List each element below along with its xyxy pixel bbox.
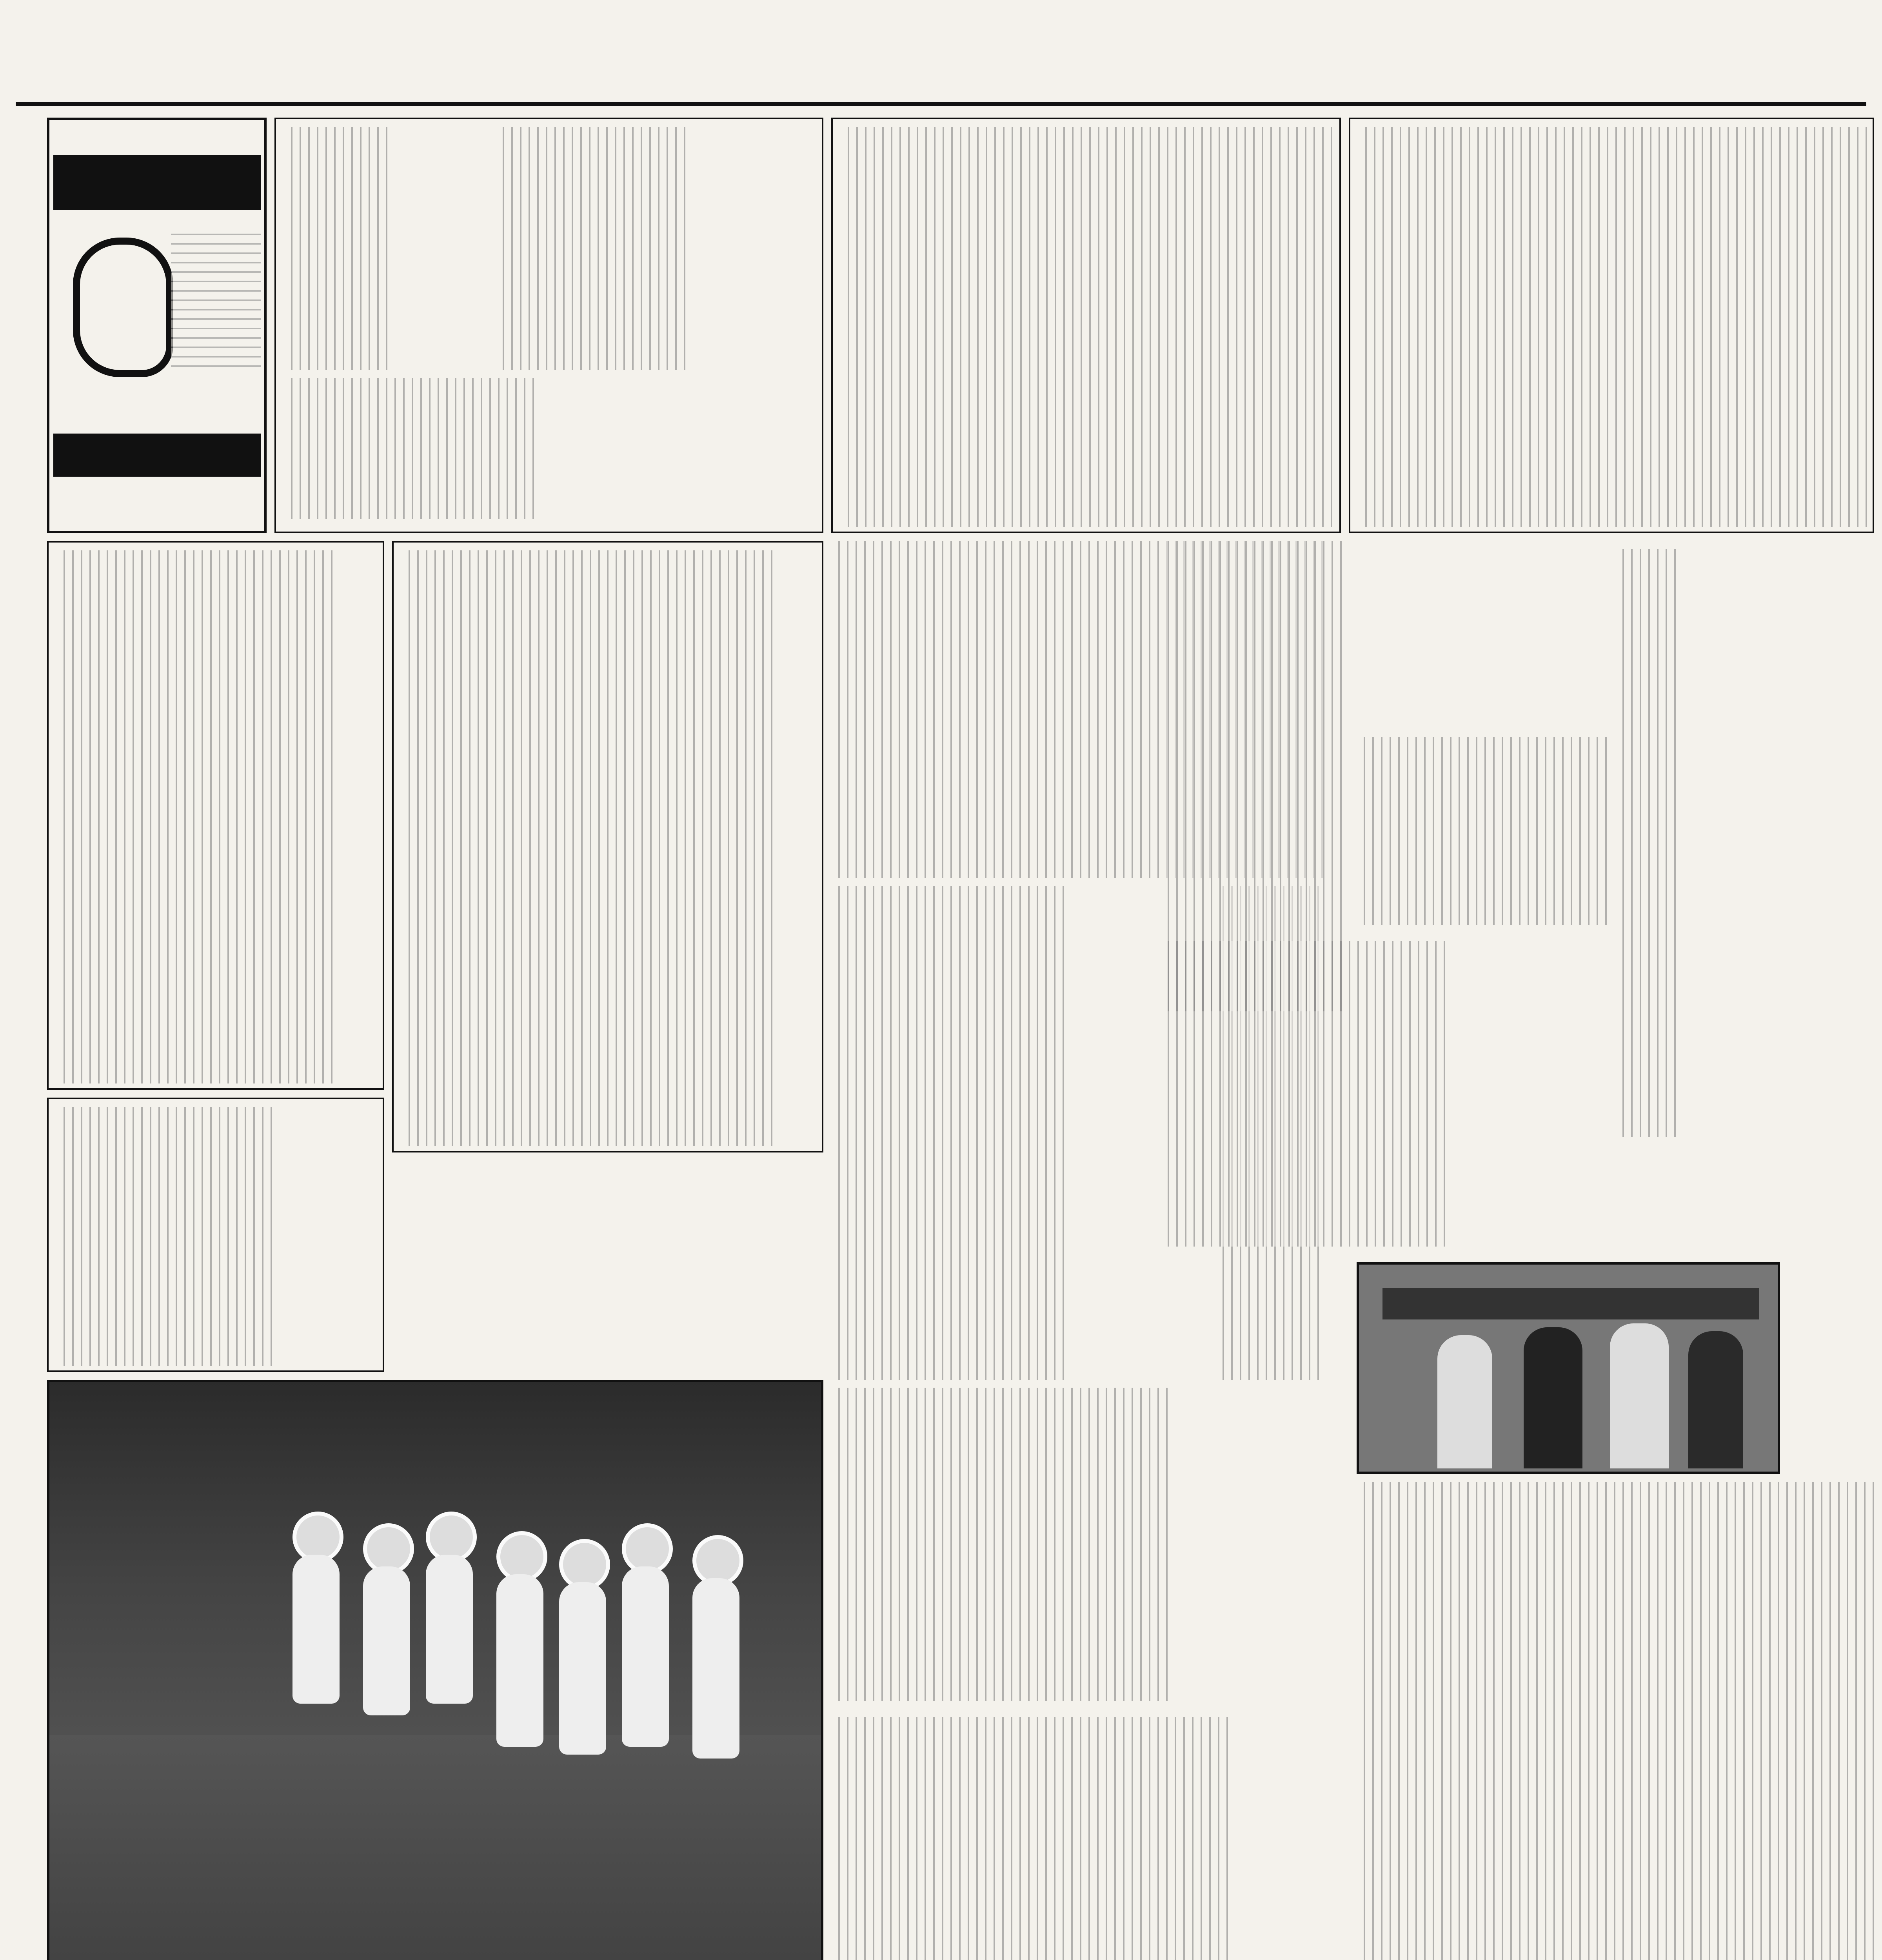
korea-boxing-article (1615, 541, 1874, 1160)
book-ads (1349, 118, 1874, 533)
telecom-tender-text (56, 1107, 276, 1366)
qa-body-text (496, 127, 692, 370)
news-photo (1357, 1262, 1780, 1474)
golf-article (1161, 933, 1608, 1254)
photo-banner (1382, 1288, 1759, 1319)
child-1 (292, 1555, 340, 1704)
child-5 (559, 1582, 606, 1755)
sports-briefs (1357, 1482, 1874, 1960)
youth-article (831, 1709, 1349, 1960)
telecom-tender-notice (47, 1098, 384, 1372)
qa-column (274, 118, 823, 533)
book-list-text (841, 127, 1335, 527)
qa-event-text (284, 127, 394, 370)
youth-article-text (831, 1717, 1235, 1960)
photo-person-2 (1524, 1327, 1582, 1468)
hearing-ad-headline (53, 155, 261, 210)
child-4 (496, 1574, 543, 1747)
transport-tender-table (401, 550, 778, 1146)
book-ads-text (1358, 127, 1868, 527)
korea-article-text (1615, 549, 1678, 1137)
hearing-ad-copy (171, 234, 261, 375)
meiji-milk-ad (47, 1380, 823, 1960)
basketball-header (1357, 541, 1608, 729)
golf-article-text (1161, 941, 1451, 1247)
child-7 (692, 1578, 739, 1759)
gym-article (831, 1388, 1349, 1701)
korea-article-text-2 (1357, 737, 1608, 925)
child-6 (622, 1566, 669, 1747)
photo-person-4 (1688, 1331, 1743, 1468)
ear-icon (73, 238, 173, 377)
photo-caption (1788, 1262, 1866, 1474)
masthead-bar (16, 16, 1866, 106)
transport-tender-notice (392, 541, 823, 1152)
hearing-aid-ad (47, 118, 267, 533)
grass-field (49, 1735, 821, 1960)
photo-person-1 (1437, 1335, 1492, 1468)
qa-publisher-text (284, 378, 535, 519)
exchange-article-text-bottom (831, 886, 1066, 1380)
child-3 (426, 1555, 473, 1704)
child-2 (363, 1566, 410, 1715)
hearing-ad-company (53, 434, 261, 477)
cpc-tender-table (56, 550, 339, 1083)
photo-person-3 (1610, 1323, 1669, 1468)
book-listings (831, 118, 1341, 533)
gym-article-text (831, 1388, 1168, 1701)
children-photo (49, 1382, 821, 1960)
cpc-tender-notice (47, 541, 384, 1090)
